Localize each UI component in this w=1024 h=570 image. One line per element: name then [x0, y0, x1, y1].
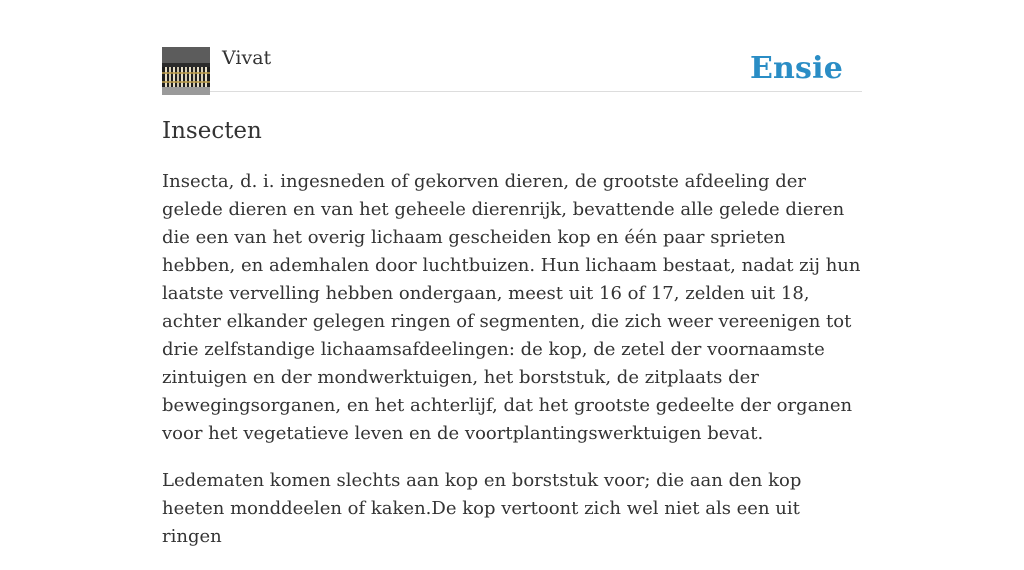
- article-body: [162, 168, 862, 570]
- article-paragraph: Ledematen komen slechts aan kop en borststuk voor; die aan den kop heeten monddeelen of kaken.De kop vertoont zich wel niet als een uit ringen: [162, 470, 802, 547]
- source-name[interactable]: Vivat: [222, 47, 272, 69]
- source-avatar-icon[interactable]: [162, 47, 210, 95]
- article-paragraph: Insecta, d. i. ingesneden of gekorven dieren, de grootste afdeeling der gelede dieren en van het geheele dierenrijk, bevattende alle gelede dieren die een van het overig lichaam gescheiden kop en één paar sprieten hebben, en ademhalen door luchtbuizen. Hun lichaam bestaat, nadat zij hun laatste vervelling hebben ondergaan, meest uit 16 of 17, zelden uit 18, achter elkander gelegen ringen of segmenten, die zich weer vereenigen tot drie zelfstandige lichaamsafdeelingen: de kop, de zetel der voornaamste zintuigen en der mondwerktuigen, het borststuk, de zitplaats der bewegingsorganen, en het achterlijf, dat het grootste gedeelte der organen voor het vegetatieve leven en de voortplantingswerktuigen bevat.: [162, 171, 861, 444]
- page-container: [162, 0, 862, 547]
- article-title: Insecten: [162, 118, 262, 144]
- ensie-logo[interactable]: Ensie: [749, 51, 843, 86]
- book-spines-icon: [162, 47, 210, 95]
- header: [162, 0, 862, 92]
